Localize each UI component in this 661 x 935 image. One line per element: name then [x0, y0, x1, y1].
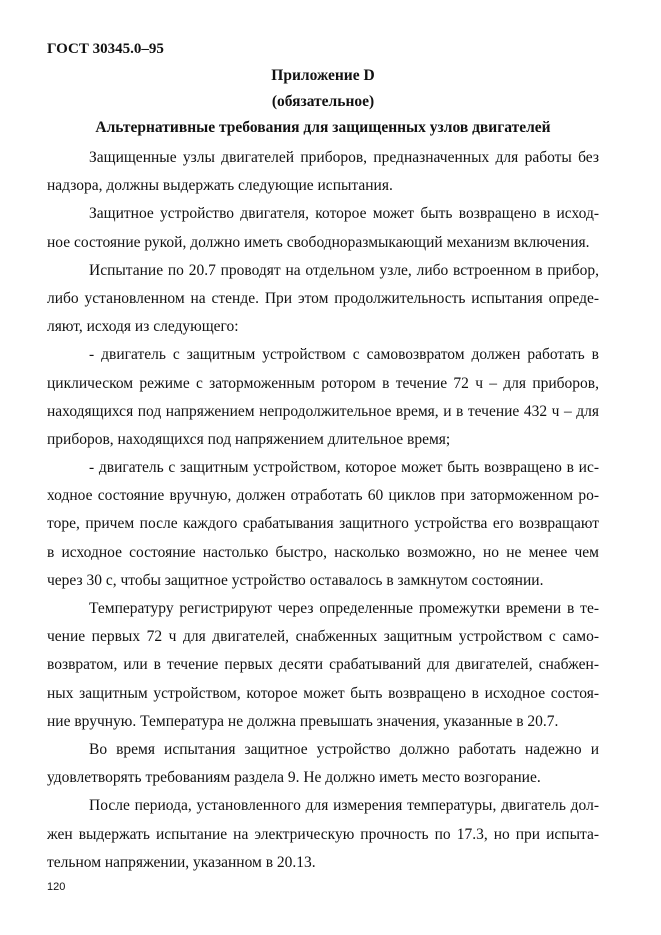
text-line: торе, причем после каждого срабатывания защитного устройства его возвращают	[47, 515, 599, 533]
text-line: в исходное состояние настолько быстро, насколько возможно, но не менее чем	[47, 543, 599, 561]
text-line: Во время испытания защитное устройство должно работать надежно и	[89, 740, 599, 758]
text-line: чение первых 72 ч для двигателей, снабженных защитным устройством с само-	[47, 628, 599, 646]
text-line: ние вручную. Температура не должна превышать значения, указанные в 20.7.	[47, 712, 559, 730]
text-line: тельном напряжении, указанном в 20.13.	[47, 853, 316, 871]
paragraph	[47, 200, 599, 256]
appendix-status: (обязательное)	[271, 93, 375, 110]
text-line: После периода, установленного для измерения температуры, двигатель дол-	[89, 797, 599, 815]
text-line: надзора, должны выдержать следующие испытания.	[47, 177, 393, 195]
text-line: Защитное устройство двигателя, которое может быть возвращено в исход-	[89, 205, 599, 223]
paragraph	[47, 454, 599, 595]
body-text	[47, 144, 599, 877]
text-line: возвратом, или в течение первых десяти срабатываний для двигателей, снабжен-	[47, 656, 599, 674]
paragraph	[47, 257, 599, 342]
text-line: ходное состояние вручную, должен отработать 60 циклов при заторможенном ро-	[47, 487, 599, 505]
text-line: либо установленном на стенде. При этом продолжительность испытания опреде-	[47, 289, 599, 307]
text-line: ное состояние рукой, должно иметь свободноразмыкающий механизм включения.	[47, 233, 590, 251]
text-line: Испытание по 20.7 проводят на отдельном узле, либо встроенном в прибор,	[89, 261, 599, 279]
text-line: через 30 с, чтобы защитное устройство оставалось в замкнутом состоянии.	[47, 571, 544, 589]
text-line: Защищенные узлы двигателей приборов, предназначенных для работы без	[89, 149, 599, 166]
paragraph	[47, 144, 599, 200]
page-number: 120	[47, 881, 66, 893]
text-line: циклическом режиме с заторможенным ротором в течение 72 ч – для приборов,	[47, 374, 599, 392]
paragraph	[47, 792, 599, 877]
appendix-title: Приложение D	[271, 67, 375, 84]
text-line: жен выдержать испытание на электрическую прочность по 17.3, но при испыта-	[47, 825, 599, 843]
text-line: находящихся под напряжением непродолжительное время, и в течение 432 ч – для	[47, 402, 599, 420]
text-line: Температуру регистрируют через определенные промежутки времени в те-	[89, 600, 599, 617]
paragraph	[47, 595, 599, 736]
appendix-heading: Альтернативные требования для защищенных узлов двигателей	[95, 119, 551, 136]
text-line: ляют, исходя из следующего:	[47, 318, 239, 336]
text-line: - двигатель с защитным устройством, которое может быть возвращено в ис-	[89, 459, 599, 477]
text-line: приборов, находящихся под напряжением длительное время;	[47, 430, 451, 448]
document-code: ГОСТ 30345.0–95	[47, 41, 164, 57]
text-line: ных защитным устройством, которое может быть возвращено в исходное состоя-	[47, 684, 599, 702]
text-line: удовлетворять требованиям раздела 9. Не должно иметь место возгорание.	[47, 769, 541, 787]
text-line: - двигатель с защитным устройством с самовозвратом должен работать в	[89, 346, 599, 364]
paragraph	[47, 341, 599, 454]
paragraph	[47, 736, 599, 792]
